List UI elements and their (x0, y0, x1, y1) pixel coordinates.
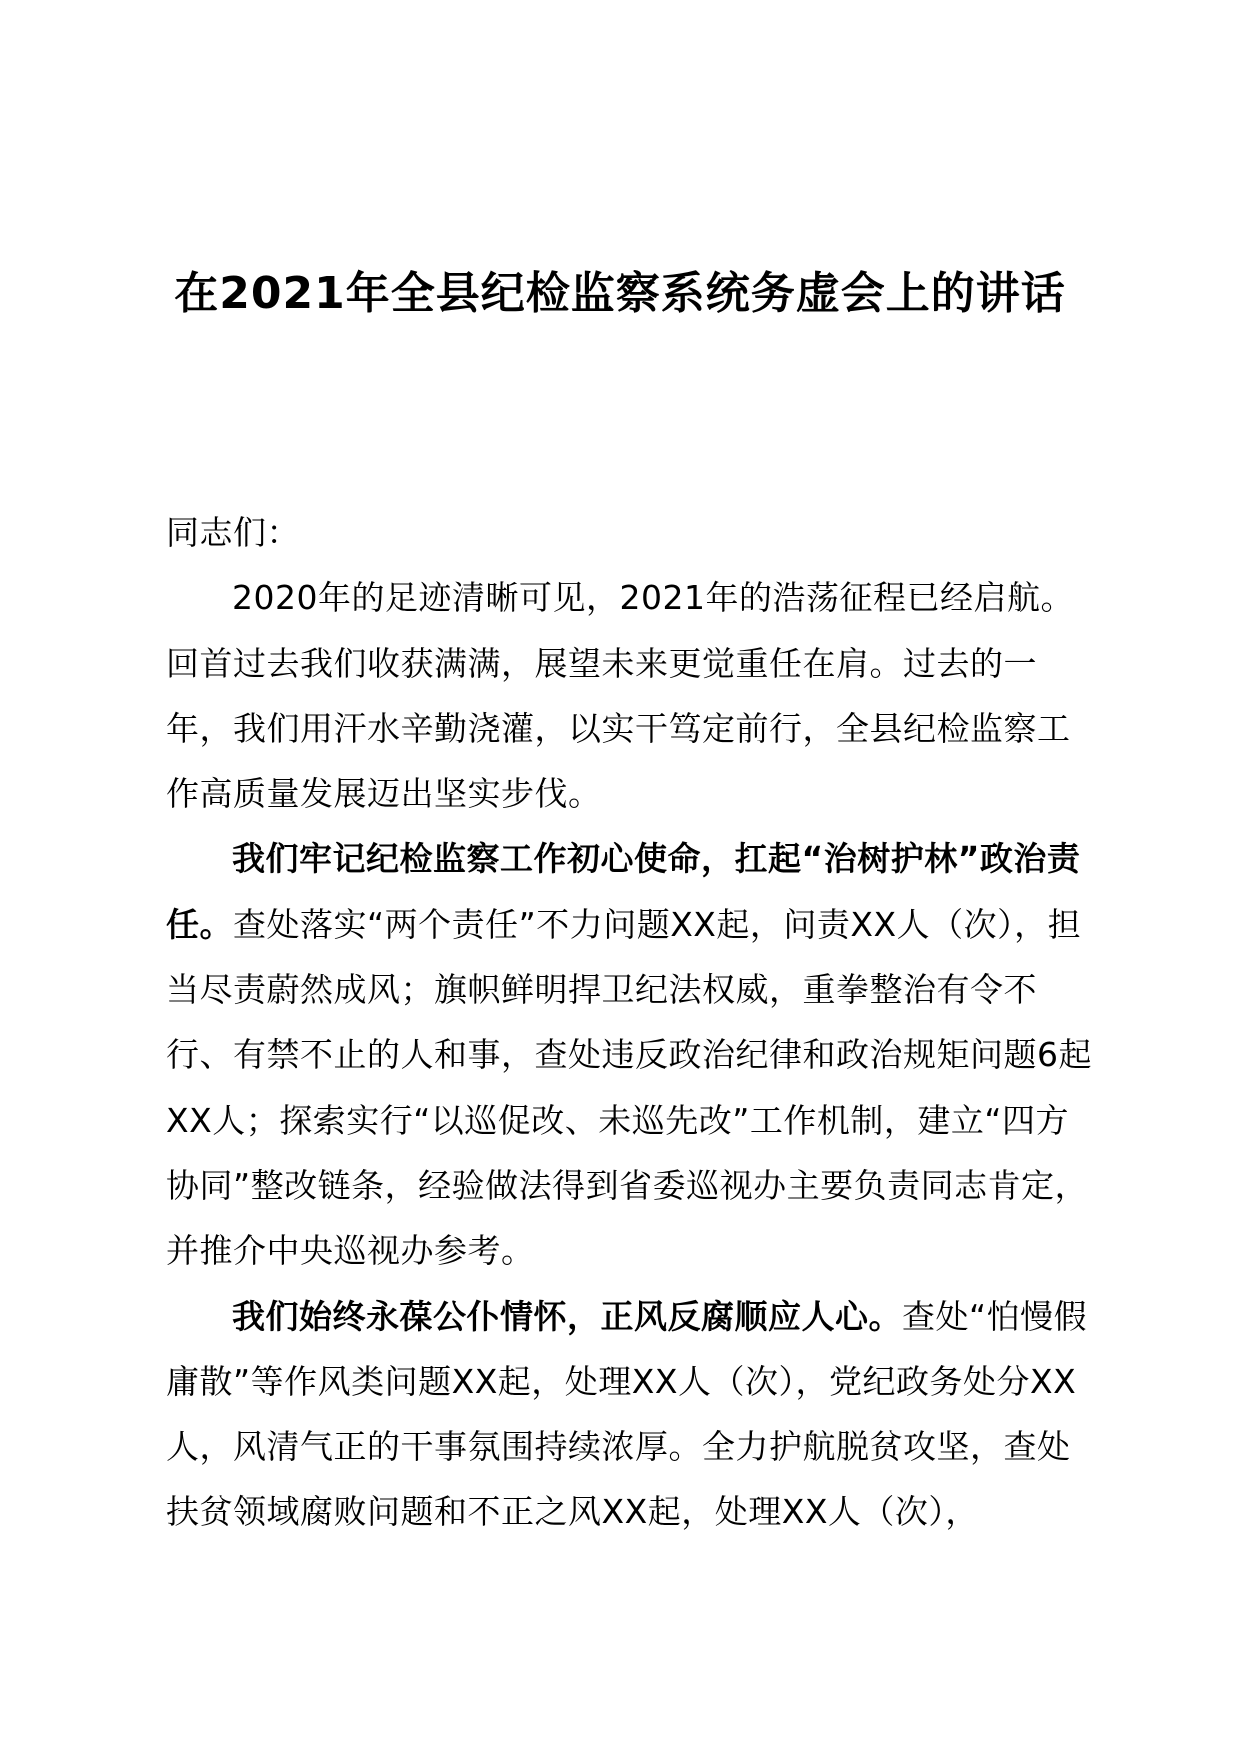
paragraph-3-lead: 我们始终永葆公仆情怀，正风反腐顺应人心。 (232, 1296, 902, 1336)
paragraph-2-text: 查处落实“两个责任”不力问题XX起，问责XX人（次），担当尽责蔚然成风；旗帜鲜明捍卫纪法权威，重拳整治有令不行、有禁不止的人和事，查处违反政治纪律和政治规矩问题6起XX人；探索实行“以巡促改、未巡先改”工作机制，建立“四方协同”整改链条，经验做法得到省委巡视办主要负责同志肯定，并推介中央巡视办参考。 (166, 904, 1092, 1271)
paragraph-2 (166, 826, 1096, 1283)
paragraph-2-lead: 我们牢记纪检监察工作初心使命，扛起“治树护林”政治责任。 (166, 839, 1081, 944)
paragraph-3-text: 查处“怕慢假庸散”等作风类问题XX起，处理XX人（次），党纪政务处分XX人，风清气正的干事氛围持续浓厚。全力护航脱贫攻坚，查处扶贫领域腐败问题和不正之风XX起，处理XX人（次）， (166, 1296, 1088, 1532)
paragraph-1-text: 2020年的足迹清晰可见，2021年的浩荡征程已经启航。回首过去我们收获满满，展望未来更觉重任在肩。过去的一年，我们用汗水辛勤浇灌，以实干笃定前行，全县纪检监察工作高质量发展迈出坚实步伐。 (166, 578, 1074, 814)
paragraph-3 (166, 1284, 1096, 1545)
salutation: 同志们： (166, 513, 300, 552)
document-title: 在2021年全县纪检监察系统务虚会上的讲话 (174, 268, 1066, 319)
document-body (166, 500, 1096, 1545)
paragraph-1 (166, 565, 1096, 826)
